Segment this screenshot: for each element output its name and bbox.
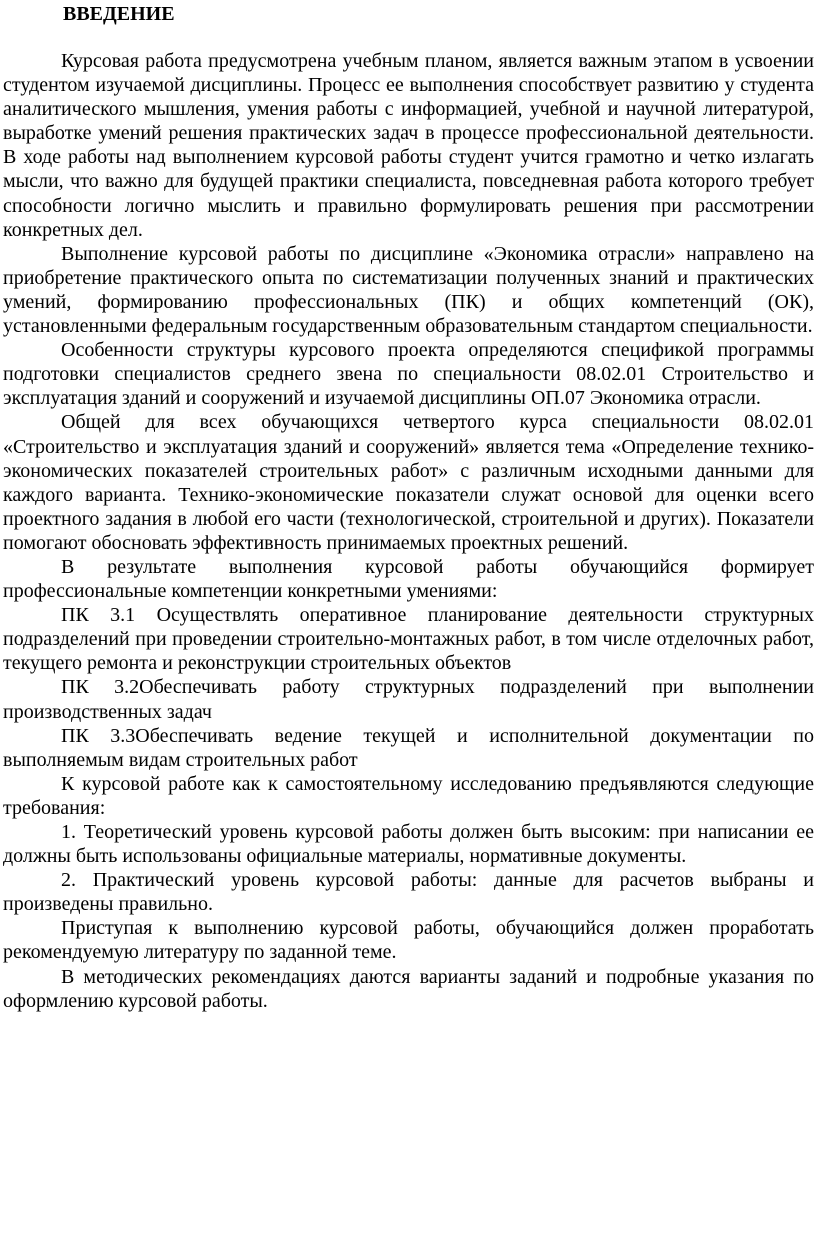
paragraph-pk-3-1: ПК 3.1 Осуществлять оперативное планирование деятельности структурных подразделений при проведении строительно-монтажных работ, в том числе отделочных работ, текущего ремонта и реконструкции строительных объектов: [3, 604, 814, 675]
paragraph-topic: Общей для всех обучающихся четвертого курса специальности 08.02.01 «Строительство и эксплуатация зданий и сооружений» является тема «Определение технико-экономических показателей строительных работ» с различным исходными данными для каждого варианта. Технико-экономические показатели служат основой для оценки всего проектного задания в любой его части (технологической, строительной и других). Показатели помогают обосновать эффективность принимаемых проектных решений.: [3, 411, 814, 554]
heading: ВВЕДЕНИЕ: [63, 3, 175, 25]
paragraph-pk-3-3: ПК 3.3Обеспечивать ведение текущей и исполнительной документации по выполняемым видам строительных работ: [3, 724, 814, 771]
paragraph-literature: Приступая к выполнению курсовой работы, обучающийся должен проработать рекомендуемую литературу по заданной теме.: [3, 917, 814, 964]
paragraph-requirements-intro: К курсовой работе как к самостоятельному исследованию предъявляются следующие требования:: [3, 772, 814, 819]
paragraph-competences-intro: В результате выполнения курсовой работы обучающийся формирует профессиональные компетенции конкретными умениями:: [3, 555, 814, 603]
paragraph-structure: Особенности структуры курсового проекта определяются спецификой программы подготовки специалистов среднего звена по специальности 08.02.01 Строительство и эксплуатация зданий и сооружений и изучаемой дисциплины ОП.07 Экономика отрасли.: [3, 339, 814, 410]
paragraph-intro-purpose: Курсовая работа предусмотрена учебным планом, является важным этапом в усвоении студентом изучаемой дисциплины. Процесс ее выполнения способствует развитию у студента аналитического мышления, умения работы с информацией, учебной и научной литературой, выработке умений решения практических задач в процессе профессиональной деятельности. В ходе работы над выполнением курсовой работы студент учится грамотно и четко излагать мысли, что важно для будущей практики специалиста, повседневная работа которого требует способности логично мыслить и правильно формулировать решения при рассмотрении конкретных дел.: [3, 50, 814, 241]
paragraph-recommendations: В методических рекомендациях даются варианты заданий и подробные указания по оформлению курсовой работы.: [3, 965, 814, 1012]
paragraph-course-goal: Выполнение курсовой работы по дисциплине «Экономика отрасли» направлено на приобретение практического опыта по систематизации полученных знаний и практических умений, формированию профессиональных (ПК) и общих компетенций (ОК), установленными федеральным государственным образовательным стандартом специальности.: [3, 242, 814, 338]
paragraph-requirement-1: 1. Теоретический уровень курсовой работы должен быть высоким: при написании ее должны быть использованы официальные материалы, нормативные документы.: [3, 821, 814, 868]
paragraph-pk-3-2: ПК 3.2Обеспечивать работу структурных подразделений при выполнении производственных задач: [3, 676, 814, 723]
paragraph-requirement-2: 2. Практический уровень курсовой работы: данные для расчетов выбраны и произведены правильно.: [3, 869, 814, 916]
